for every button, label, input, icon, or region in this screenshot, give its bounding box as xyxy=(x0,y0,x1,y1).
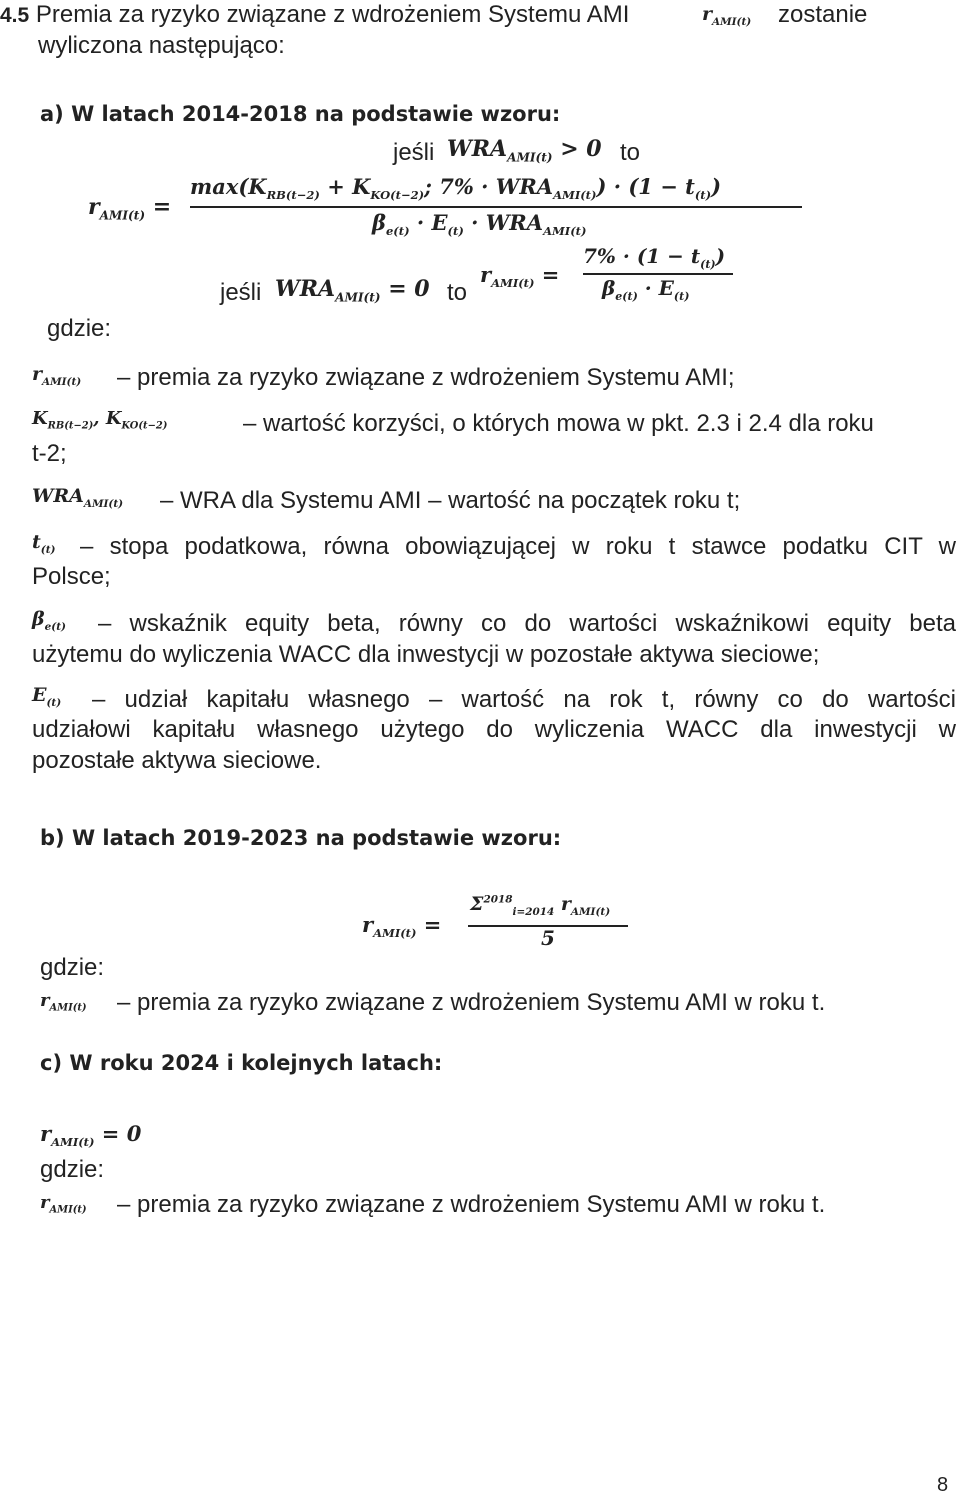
part-a-heading: a) W latach 2014-2018 na podstawie wzoru: xyxy=(40,102,561,126)
formula-a-fraction-bar xyxy=(190,206,802,208)
def-e-text-line1: – udział kapitału własnego – wartość na rok t, równy co do wartości xyxy=(92,686,956,713)
def-beta-symbol: $\beta_{e(t)}$ xyxy=(32,608,66,633)
wra-condition-gt-zero: $WRA_{AMI(t)} > 0$ xyxy=(447,136,602,165)
def-r-ami-symbol: $r_{AMI(t)}$ xyxy=(32,363,82,388)
part-b-def-text: – premia za ryzyko związane z wdrożeniem Systemu AMI w roku t. xyxy=(117,989,826,1016)
def-beta-text-line2: użytemu do wyliczenia WACC dla inwestycji w pozostałe aktywa sieciowe; xyxy=(32,641,820,668)
formula-a-lhs: $r_{AMI(t)}$ = xyxy=(88,194,172,223)
to-word-2: to xyxy=(447,279,468,306)
part-b-where: gdzie: xyxy=(40,954,105,981)
if-word-2: jeśli xyxy=(220,279,262,306)
section-title-line2: wyliczona następująco: xyxy=(38,32,285,59)
part-c-heading: c) W roku 2024 i kolejnych latach: xyxy=(40,1051,443,1075)
part-c-where: gdzie: xyxy=(40,1156,105,1183)
def-t-text-line2: Polsce; xyxy=(32,563,111,590)
formula-a2-lhs: $r_{AMI(t)}$ = xyxy=(480,262,560,291)
formula-b-lhs: $r_{AMI(t)}$ = xyxy=(362,912,442,941)
formula-b-numerator: $\Sigma^{2018}_{i=2014}$ $r_{AMI(t)}$ xyxy=(470,893,611,918)
formula-a-denominator: $\beta_{e(t)} \cdot E_{(t)} \cdot WRA_{AMI(t)}$ xyxy=(372,210,587,239)
def-e-text-line2: udziałowi kapitału własnego użytego do wyliczenia WACC dla inwestycji w xyxy=(32,716,956,743)
formula-a2-fraction-bar xyxy=(583,273,733,275)
def-k-text: – wartość korzyści, o których mowa w pkt. 2.3 i 2.4 dla roku xyxy=(243,410,874,437)
section-title-line1 xyxy=(0,0,629,31)
def-k-text-cont: t-2; xyxy=(32,440,67,467)
formula-a2-numerator: $7\% \cdot (1 - t_{(t)})$ xyxy=(583,244,726,271)
section-title-suffix: zostanie xyxy=(778,1,868,28)
def-k-symbols: $K_{RB(t-2)}$, $K_{KO(t-2)}$ xyxy=(32,408,168,432)
def-t-symbol: $t_{(t)}$ xyxy=(32,531,56,556)
def-e-text-line3: pozostałe aktywa sieciowe. xyxy=(32,747,322,774)
part-c-r-ami-symbol: $r_{AMI(t)}$ xyxy=(40,1192,87,1216)
def-e-symbol: $E_{(t)}$ xyxy=(32,684,62,709)
page-number: 8 xyxy=(937,1474,949,1496)
to-word-1: to xyxy=(620,139,641,166)
part-a-where: gdzie: xyxy=(47,315,112,342)
formula-c: $r_{AMI(t)} = 0$ xyxy=(40,1121,142,1150)
wra-condition-eq-zero: $WRA_{AMI(t)} = 0$ xyxy=(275,276,430,305)
section-title-text: Premia za ryzyko związane z wdrożeniem Systemu AMI xyxy=(35,1,630,28)
formula-b-denominator: 5 xyxy=(541,926,555,950)
section-number: 4.5 xyxy=(0,4,30,27)
part-b-heading: b) W latach 2019-2023 na podstawie wzoru: xyxy=(40,826,562,850)
formula-a-numerator: $\max(K_{RB(t-2)} + K_{KO(t-2)}$; $7\% \cdot WRA_{AMI(t)}) \cdot (1 - t_{(t)})$ xyxy=(190,174,722,203)
part-b-r-ami-symbol: $r_{AMI(t)}$ xyxy=(40,990,87,1014)
part-c-def-text: – premia za ryzyko związane z wdrożeniem Systemu AMI w roku t. xyxy=(117,1191,826,1218)
def-t-text-line1: – stopa podatkowa, równa obowiązującej w roku t stawce podatku CIT w xyxy=(80,533,956,560)
def-wra-symbol: $WRA_{AMI(t)}$ xyxy=(32,485,124,510)
def-r-ami-text: – premia za ryzyko związane z wdrożeniem Systemu AMI; xyxy=(117,364,735,391)
def-wra-text: – WRA dla Systemu AMI – wartość na początek roku t; xyxy=(160,487,741,514)
r-ami-symbol: $r_{AMI(t)}$ xyxy=(702,3,752,28)
if-word-1: jeśli xyxy=(393,139,435,166)
formula-a2-denominator: $\beta_{e(t)} \cdot E_{(t)}$ xyxy=(602,276,690,303)
def-beta-text-line1: – wskaźnik equity beta, równy co do wartości wskaźnikowi equity beta xyxy=(98,610,956,637)
